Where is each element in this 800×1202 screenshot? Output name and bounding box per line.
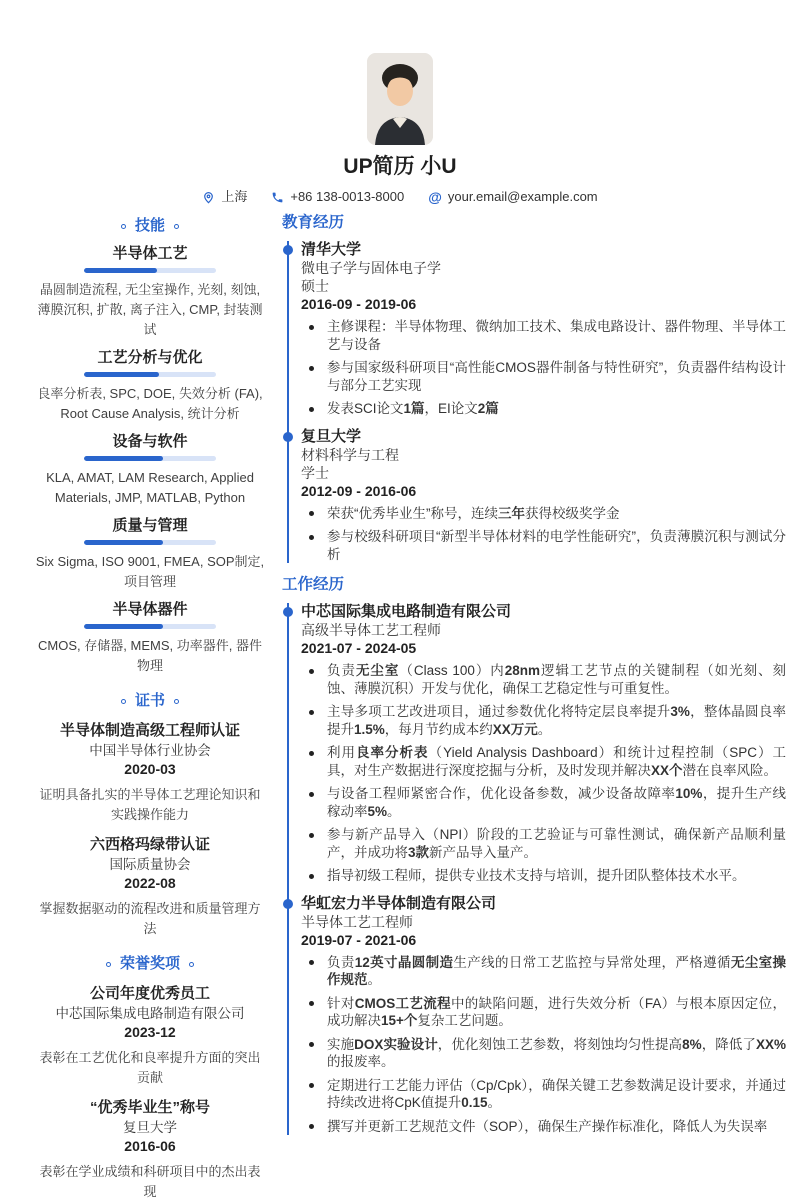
honors-item-org: 复旦大学 <box>123 1120 177 1135</box>
bullet-text: 荣获“优秀毕业生”称号，连续 <box>327 505 498 521</box>
bullet-item <box>301 995 786 1030</box>
certificates-item-date: 2022-08 <box>124 875 176 891</box>
education-entry-title: 清华大学 <box>301 241 362 258</box>
bullet-item <box>301 505 786 523</box>
education-timeline <box>287 241 786 563</box>
at-icon: @ <box>428 189 442 205</box>
bullet-text-bold: CMOS工艺流程 <box>354 995 451 1011</box>
resume-body <box>0 213 800 1202</box>
education-entry-subtitle: 硕士 <box>301 278 329 294</box>
email-item <box>428 189 597 205</box>
work-bullet-list <box>301 662 786 885</box>
bullet-text: 复杂工艺问题。 <box>417 1013 512 1028</box>
profile-photo <box>367 53 433 145</box>
bullet-text-bold: XX万元 <box>492 721 538 737</box>
location-text: 上海 <box>221 189 248 204</box>
bullet-item <box>301 1036 786 1071</box>
work-entry-title: 华虹宏力半导体制造有限公司 <box>301 894 497 912</box>
bullet-text: （Yield Analysis Dashboard）和统计过程控制（SPC）工具，对生产数据进行深度挖掘与分析，及时发现并解决 <box>327 745 787 778</box>
honors-item-date: 2016-06 <box>124 1138 176 1154</box>
skill-name: 设备与软件 <box>112 433 188 450</box>
bullet-text-bold: XX% <box>756 1036 787 1052</box>
bullet-text-bold: 12英寸晶圆制造 <box>354 954 454 970</box>
education-entry-subtitle: 材料科学与工程 <box>301 446 399 463</box>
skill-level-bar <box>84 372 216 377</box>
work-entry <box>301 895 786 1136</box>
timeline-dot <box>283 607 293 617</box>
bullet-text: 主修课程：半导体物理、微纳加工技术、集成电路设计、器件物理、半导体工艺与设备 <box>327 319 786 352</box>
education-entry-date: 2016-09 - 2019-06 <box>301 296 417 312</box>
bullet-text: 。 <box>487 1095 502 1110</box>
certificates-item-date: 2020-03 <box>124 761 176 777</box>
bullet-item <box>301 528 786 563</box>
bullet-text: 新产品导入量产。 <box>429 844 538 860</box>
bullet-text: 获得校级奖学金 <box>525 505 620 521</box>
section-header-work: 工作经历 <box>282 576 345 593</box>
bullet-text-bold: XX个 <box>651 762 683 778</box>
location-item <box>202 189 247 205</box>
profile-photo-placeholder <box>367 53 433 145</box>
skill-name: 半导体工艺 <box>112 245 188 262</box>
bullet-item <box>301 744 786 779</box>
ring-icon <box>121 224 126 229</box>
skill-description: 晶圆制造流程, 无尘室操作, 光刻, 刻蚀, 薄膜沉积, 扩散, 离子注入, CMP, 封装测试 <box>37 282 263 337</box>
bullet-text: 逻辑工艺节点的关键制程（如光刻、刻蚀、薄膜沉积）开发与优化，确保工艺稳定性与可重复性。 <box>327 663 787 696</box>
timeline-dot <box>283 432 293 442</box>
bullet-item <box>301 662 786 697</box>
honors-item-org: 中芯国际集成电路制造有限公司 <box>55 1006 245 1021</box>
certificates-item-title: 半导体制造高级工程师认证 <box>59 722 240 739</box>
honors-item-title: “优秀毕业生”称号 <box>89 1099 210 1116</box>
education-entry <box>301 428 786 564</box>
bullet-text: ，降低了 <box>701 1036 756 1052</box>
certificates-item-desc: 掌握数据驱动的流程改进和质量管理方法 <box>39 901 261 936</box>
section-header-certificates <box>34 691 266 711</box>
bullet-text: 。 <box>367 972 381 987</box>
ring-icon <box>121 699 126 704</box>
work-entry <box>301 603 786 885</box>
skill-level-fill <box>84 268 157 273</box>
bullet-item <box>301 703 786 738</box>
bullet-item <box>301 1077 786 1112</box>
bullet-text-bold: 1篇 <box>403 401 425 416</box>
ring-icon <box>189 962 194 967</box>
bullet-item <box>301 954 786 989</box>
ring-icon <box>174 699 179 704</box>
bullet-text: ，优化刻蚀工艺参数，将刻蚀均匀性提高 <box>437 1036 683 1052</box>
bullet-text: 参与国家级科研项目“高性能CMOS器件制备与特性研究”，负责器件结构设计与部分工艺实现 <box>327 360 786 393</box>
bullet-text: ，EI论文 <box>424 401 478 416</box>
bullet-item <box>301 318 786 353</box>
skill-level-fill <box>84 540 163 545</box>
bullet-text-bold: 三年 <box>498 505 525 521</box>
bullet-item <box>301 1118 786 1136</box>
bullet-text: 主导多项工艺改进项目，通过参数优化将特定层良率提升 <box>327 704 671 719</box>
work-entry-date: 2019-07 - 2021-06 <box>301 931 417 948</box>
section-title-certificates: 证书 <box>134 692 165 709</box>
left-column <box>34 213 266 1202</box>
bullet-text-bold: 15+个 <box>381 1013 418 1028</box>
skill-name: 半导体器件 <box>112 601 188 618</box>
work-bullet-list <box>301 954 786 1136</box>
bullet-item <box>301 867 786 885</box>
work-entry-title: 中芯国际集成电路制造有限公司 <box>301 603 512 620</box>
section-title-skills: 技能 <box>134 217 165 234</box>
candidate-name: UP简历 小U <box>343 155 457 178</box>
skill-name: 质量与管理 <box>112 517 188 534</box>
education-entry-subtitle: 微电子学与固体电子学 <box>301 260 441 276</box>
skill-description: Six Sigma, ISO 9001, FMEA, SOP制定, 项目管理 <box>35 554 265 589</box>
bullet-item <box>301 785 786 820</box>
phone-item <box>271 189 404 205</box>
bullet-text-bold: 0.15 <box>461 1095 488 1110</box>
bullet-text-bold: 3款 <box>408 844 430 860</box>
work-entry-subtitle: 高级半导体工艺工程师 <box>301 622 441 638</box>
resume-header <box>0 0 800 205</box>
contact-row <box>0 189 800 205</box>
bullet-text-bold: 28nm <box>504 663 541 678</box>
bullet-text-bold: 无尘室 <box>355 663 400 678</box>
bullet-text: ，提升生产线稼动率 <box>327 786 787 819</box>
timeline-dot <box>283 899 293 909</box>
bullet-text: 实施 <box>327 1036 355 1052</box>
section-header-honors <box>34 954 266 974</box>
skill-name: 工艺分析与优化 <box>97 349 203 366</box>
education-entry-subtitle: 学士 <box>301 464 329 481</box>
bullet-item <box>301 826 786 861</box>
skill-level-bar <box>84 268 216 273</box>
skill-description: 良率分析表, SPC, DOE, 失效分析 (FA), Root Cause Analysis, 统计分析 <box>37 386 263 421</box>
section-header-skills <box>34 216 266 236</box>
certificates-item-title: 六西格玛绿带认证 <box>89 836 210 853</box>
skill-description: CMOS, 存储器, MEMS, 功率器件, 器件物理 <box>38 638 262 673</box>
bullet-text-bold: 2篇 <box>477 401 499 416</box>
bullet-text: 。 <box>387 803 401 819</box>
skill-level-fill <box>84 456 163 461</box>
bullet-text: 指导初级工程师，提供专业技术支持与培训，提升团队整体技术水平。 <box>327 868 746 883</box>
honors-item-desc: 表彰在工艺优化和良率提升方面的突出贡献 <box>39 1050 261 1085</box>
bullet-text-bold: 无尘室操作规范 <box>327 954 786 987</box>
skill-level-fill <box>84 372 159 377</box>
bullet-text: ，整体晶圆良率提升 <box>327 704 787 737</box>
certificates-item-org: 中国半导体行业协会 <box>89 743 211 758</box>
bullet-text-bold: 10% <box>675 786 703 801</box>
bullet-text: 针对 <box>327 995 355 1011</box>
ring-icon <box>174 224 179 229</box>
phone-icon <box>271 191 284 204</box>
skill-level-bar <box>84 540 216 545</box>
right-column <box>282 213 786 1141</box>
email-text: your.email@example.com <box>447 189 598 204</box>
bullet-text: ，每月节约成本约 <box>384 721 493 737</box>
bullet-text: 潜在良率风险。 <box>682 762 778 778</box>
skill-level-fill <box>84 624 163 629</box>
bullet-text: 负责 <box>327 663 356 678</box>
bullet-text-bold: 3% <box>670 704 690 719</box>
bullet-text-bold: DOX实验设计 <box>354 1036 438 1052</box>
honors-item-date: 2023-12 <box>124 1024 176 1040</box>
honors-item-desc: 表彰在学业成绩和科研项目中的杰出表现 <box>39 1164 261 1199</box>
bullet-text: 参与校级科研项目“新型半导体材料的电学性能研究”，负责薄膜沉积与测试分析 <box>327 529 786 562</box>
work-entry-subtitle: 半导体工艺工程师 <box>301 913 413 930</box>
education-bullet-list <box>301 318 786 418</box>
skill-level-bar <box>84 624 216 629</box>
bullet-text-bold: 1.5% <box>354 721 385 737</box>
section-title-honors: 荣誉奖项 <box>119 955 180 972</box>
bullet-text: 撰写并更新工艺规范文件（SOP），确保生产操作标准化，降低人为失误率 <box>327 1118 768 1134</box>
work-timeline <box>287 603 786 1135</box>
bullet-text-bold: 8% <box>682 1036 702 1052</box>
education-entry-date: 2012-09 - 2016-06 <box>301 482 417 499</box>
bullet-item <box>301 400 786 418</box>
education-bullet-list <box>301 505 786 564</box>
ring-icon <box>106 962 111 967</box>
timeline-dot <box>283 245 293 255</box>
bullet-text: 与设备工程师紧密合作，优化设备参数，减少设备故障率 <box>327 786 676 801</box>
bullet-text: 参与新产品导入（NPI）阶段的工艺验证与可靠性测试，确保新产品顺利量产，并成功将 <box>327 827 786 860</box>
education-entry <box>301 241 786 418</box>
skill-level-bar <box>84 456 216 461</box>
bullet-text: 负责 <box>327 954 355 970</box>
bullet-text: （Class 100）内 <box>399 663 505 678</box>
phone-text: +86 138-0013-8000 <box>290 189 405 204</box>
bullet-text: 发表SCI论文 <box>327 401 404 416</box>
certificates-item-org: 国际质量协会 <box>109 857 191 872</box>
skill-description: KLA, AMAT, LAM Research, Applied Materials, JMP, MATLAB, Python <box>46 470 254 505</box>
education-entry-title: 复旦大学 <box>301 427 362 445</box>
bullet-item <box>301 359 786 394</box>
bullet-text-bold: 良率分析表 <box>356 745 429 760</box>
certificates-item-desc: 证明具备扎实的半导体工艺理论知识和实践操作能力 <box>39 787 261 822</box>
bullet-text: 利用 <box>327 745 357 760</box>
honors-item-title: 公司年度优秀员工 <box>89 985 210 1002</box>
bullet-text: 的报废率。 <box>327 1054 395 1069</box>
bullet-text: 生产线的日常工艺监控与异常处理，严格遵循 <box>453 954 731 970</box>
bullet-text: 中的缺陷问题，进行失效分析（FA）与根本原因定位，成功解决 <box>327 995 786 1028</box>
section-header-education: 教育经历 <box>282 214 345 231</box>
bullet-text: 定期进行工艺能力评估（Cp/Cpk），确保关键工艺参数满足设计要求，并通过持续改进将CpK值提升 <box>327 1077 786 1110</box>
location-icon <box>202 191 215 204</box>
bullet-text-bold: 5% <box>367 803 388 819</box>
bullet-text: 。 <box>537 721 552 737</box>
work-entry-date: 2021-07 - 2024-05 <box>301 640 417 656</box>
